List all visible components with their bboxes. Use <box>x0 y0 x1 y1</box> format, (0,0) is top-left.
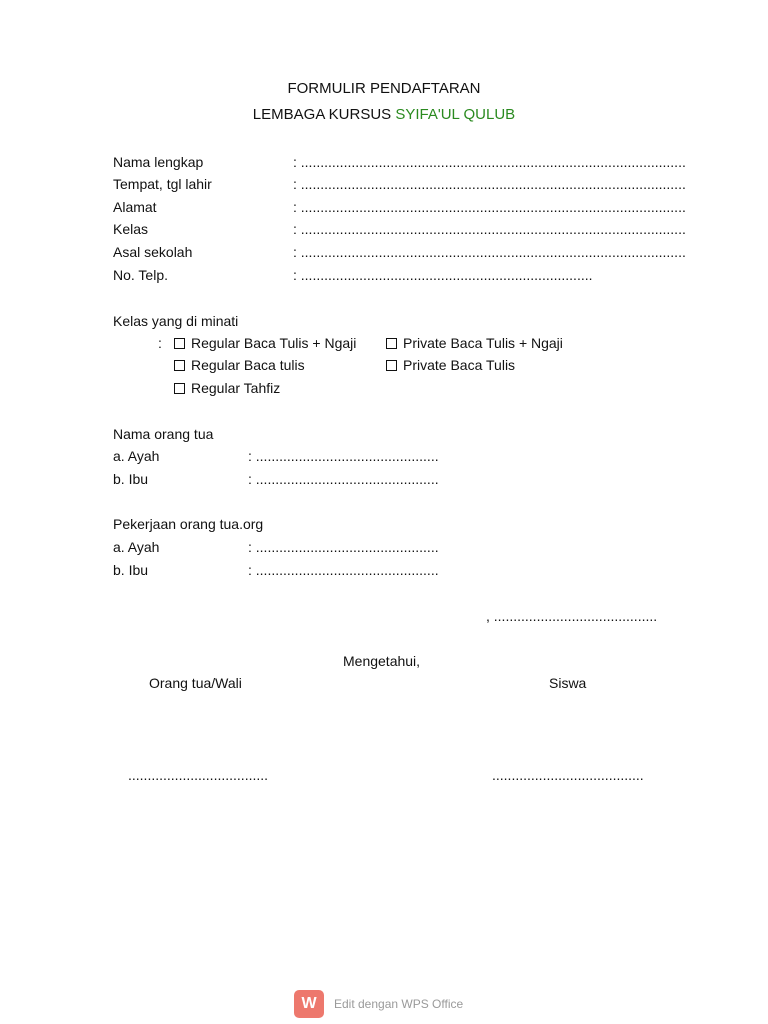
field-value-alamat: : ................................................................................................... <box>293 199 686 215</box>
checkbox-icon[interactable] <box>174 383 185 394</box>
field-value-sekolah: : ................................................................................................... <box>293 244 686 260</box>
occupation-heading: Pekerjaan orang tua.org <box>113 516 264 532</box>
class-interest-heading: Kelas yang di minati <box>113 313 239 329</box>
subtitle-prefix: LEMBAGA KURSUS <box>252 106 396 123</box>
field-value-kelas: : ................................................................................................... <box>293 221 686 237</box>
field-label-telp: No. Telp. <box>113 267 168 283</box>
field-value-telp: : ........................................................................... <box>293 267 593 283</box>
field-label-nama: Nama lengkap <box>113 154 204 170</box>
form-title: FORMULIR PENDAFTARAN <box>287 80 481 97</box>
class-option[interactable] <box>386 334 563 352</box>
student-signature-line: ....................................... <box>492 767 644 783</box>
checkbox-icon[interactable] <box>174 338 185 349</box>
occupation-label-ayah: a. Ayah <box>113 539 160 555</box>
field-value-ttl: : ................................................................................................... <box>293 176 686 192</box>
occupation-value-ibu: : ............................................... <box>248 562 439 578</box>
guardian-role-label: Orang tua/Wali <box>149 675 242 691</box>
place-date-line: , .......................................... <box>486 608 658 624</box>
class-option-label: Regular Baca Tulis + Ngaji <box>191 335 357 351</box>
parent-label-ayah: a. Ayah <box>113 448 160 464</box>
class-option-label: Regular Tahfiz <box>191 380 281 396</box>
parents-heading: Nama orang tua <box>113 426 214 442</box>
field-value-nama: : ................................................................................................... <box>293 154 686 170</box>
checkbox-icon[interactable] <box>386 360 397 371</box>
wps-logo-icon: W <box>294 990 324 1018</box>
checkbox-icon[interactable] <box>386 338 397 349</box>
acknowledged-label: Mengetahui, <box>343 653 421 669</box>
occupation-label-ibu: b. Ibu <box>113 562 149 578</box>
occupation-value-ayah: : ............................................... <box>248 539 439 555</box>
wps-edit-label[interactable]: Edit dengan WPS Office <box>334 997 464 1011</box>
class-option[interactable] <box>174 379 280 397</box>
parent-value-ayah: : ............................................... <box>248 448 439 464</box>
parent-value-ibu: : ............................................... <box>248 471 439 487</box>
institution-name: SYIFA'UL QULUB <box>395 106 516 123</box>
field-label-ttl: Tempat, tgl lahir <box>113 176 212 192</box>
form-subtitle <box>0 106 768 124</box>
class-interest-colon: : <box>158 335 162 351</box>
class-option[interactable] <box>174 356 305 374</box>
field-label-alamat: Alamat <box>113 199 157 215</box>
checkbox-icon[interactable] <box>174 360 185 371</box>
class-option-label: Regular Baca tulis <box>191 357 305 373</box>
parent-label-ibu: b. Ibu <box>113 471 149 487</box>
class-option[interactable] <box>386 356 515 374</box>
class-option-label: Private Baca Tulis + Ngaji <box>403 335 563 351</box>
class-option[interactable] <box>174 334 356 352</box>
field-label-sekolah: Asal sekolah <box>113 244 193 260</box>
student-role-label: Siswa <box>549 675 587 691</box>
field-label-kelas: Kelas <box>113 221 149 237</box>
class-option-label: Private Baca Tulis <box>403 357 516 373</box>
wps-watermark[interactable] <box>294 990 463 1018</box>
guardian-signature-line: .................................... <box>128 767 269 783</box>
